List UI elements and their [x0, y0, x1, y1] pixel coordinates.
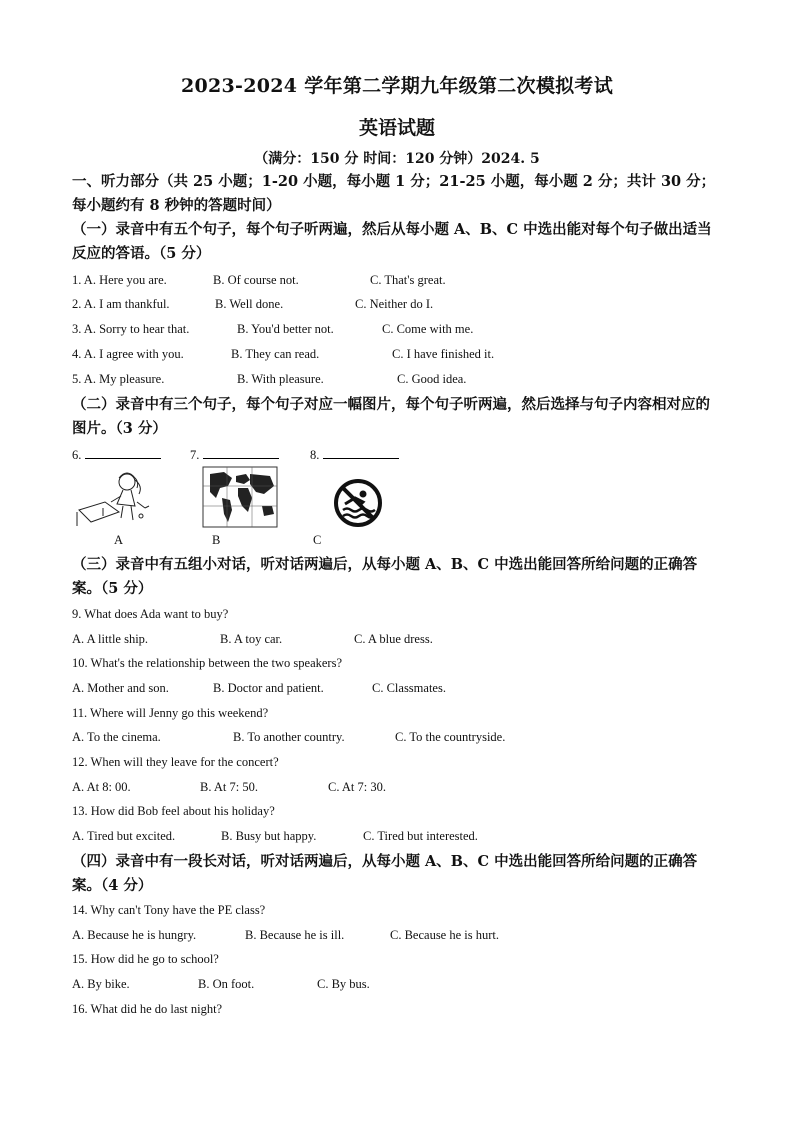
q5-option-b: B. With pleasure.: [237, 372, 324, 386]
q3-option-a: 3. A. Sorry to hear that.: [72, 322, 190, 336]
q1-option-b: B. Of course not.: [213, 273, 299, 287]
q3-option-b: B. You'd better not.: [237, 322, 334, 336]
question-9-stem: 9. What does Ada want to buy?: [72, 607, 229, 621]
q15-option-b: B. On foot.: [198, 977, 255, 991]
exam-info: （满分：150 分 时间：120 分钟）2024. 5: [254, 151, 540, 167]
q2-option-c: C. Neither do I.: [355, 297, 434, 311]
q9-option-b: B. A toy car.: [220, 632, 283, 646]
question-11-stem: 11. Where will Jenny go this weekend?: [72, 706, 269, 720]
q2-option-a: 2. A. I am thankful.: [72, 297, 170, 311]
q12-option-b: B. At 7: 50.: [200, 780, 258, 794]
q5-option-a: 5. A. My pleasure.: [72, 372, 165, 386]
q15-option-c: C. By bus.: [317, 977, 370, 991]
picture-a-label: A: [114, 533, 124, 547]
q4-option-c: C. I have finished it.: [392, 347, 495, 361]
question-12-stem: 12. When will they leave for the concert?: [72, 755, 279, 769]
q4-option-b: B. They can read.: [231, 347, 320, 361]
q13-option-a: A. Tired but excited.: [72, 829, 176, 843]
q6-blank: 6.: [72, 446, 161, 463]
no-swimming-icon: [333, 478, 383, 528]
question-15-stem: 15. How did he go to school?: [72, 952, 219, 966]
q9-option-a: A. A little ship.: [72, 632, 149, 646]
question-16-stem: 16. What did he do last night?: [72, 1002, 223, 1016]
question-13-stem: 13. How did Bob feel about his holiday?: [72, 804, 275, 818]
q14-option-b: B. Because he is ill.: [245, 928, 345, 942]
q12-option-a: A. At 8: 00.: [72, 780, 131, 794]
q1-option-a: 1. A. Here you are.: [72, 273, 167, 287]
q2-option-b: B. Well done.: [215, 297, 284, 311]
q10-option-a: A. Mother and son.: [72, 681, 169, 695]
q15-option-a: A. By bike.: [72, 977, 130, 991]
q3-option-c: C. Come with me.: [382, 322, 474, 336]
q14-option-a: A. Because he is hungry.: [72, 928, 197, 942]
section2-heading: （二）录音中有三个句子，每个句子对应一幅图片，每个句子听两遍，然后选择与句子内容相对应的图片。（3 分）: [72, 396, 710, 437]
part1-heading: 一、听力部分（共 25 小题；1-20 小题，每小题 1 分；21-25 小题，每小题 2 分；共计 30 分；每小题约有 8 秒钟的答题时间）: [72, 173, 716, 214]
q13-option-c: C. Tired but interested.: [363, 829, 478, 843]
section1-heading: （一）录音中有五个句子，每个句子听两遍，然后从每小题 A、B、C 中选出能对每个句子做出适当反应的答语。（5 分）: [72, 221, 712, 262]
q11-option-c: C. To the countryside.: [395, 730, 506, 744]
q13-option-b: B. Busy but happy.: [221, 829, 317, 843]
section3-heading: （三）录音中有五组小对话，听对话两遍后，从每小题 A、B、C 中选出能回答所给问题的正确答案。（5 分）: [72, 556, 698, 597]
world-map-picture: [202, 466, 278, 528]
girl-drawing-picture: [75, 468, 155, 530]
q5-option-c: C. Good idea.: [397, 372, 467, 386]
q11-option-a: A. To the cinema.: [72, 730, 161, 744]
question-14-stem: 14. Why can't Tony have the PE class?: [72, 903, 266, 917]
q1-option-c: C. That's great.: [370, 273, 446, 287]
q10-option-c: C. Classmates.: [372, 681, 446, 695]
q9-option-c: C. A blue dress.: [354, 632, 433, 646]
q14-option-c: C. Because he is hurt.: [390, 928, 500, 942]
section4-heading: （四）录音中有一段长对话，听对话两遍后，从每小题 A、B、C 中选出能回答所给问题的正确答案。（4 分）: [72, 853, 698, 894]
picture-b-label: B: [212, 533, 221, 547]
exam-subject: 英语试题: [358, 117, 435, 139]
q10-option-b: B. Doctor and patient.: [213, 681, 324, 695]
q8-blank: 8.: [310, 446, 399, 463]
question-10-stem: 10. What's the relationship between the two speakers?: [72, 656, 342, 670]
picture-c-label: C: [313, 533, 322, 547]
q4-option-a: 4. A. I agree with you.: [72, 347, 184, 361]
q12-option-c: C. At 7: 30.: [328, 780, 386, 794]
exam-title: 2023-2024 学年第二学期九年级第二次模拟考试: [180, 75, 614, 97]
q11-option-b: B. To another country.: [233, 730, 345, 744]
q7-blank: 7.: [190, 446, 279, 463]
